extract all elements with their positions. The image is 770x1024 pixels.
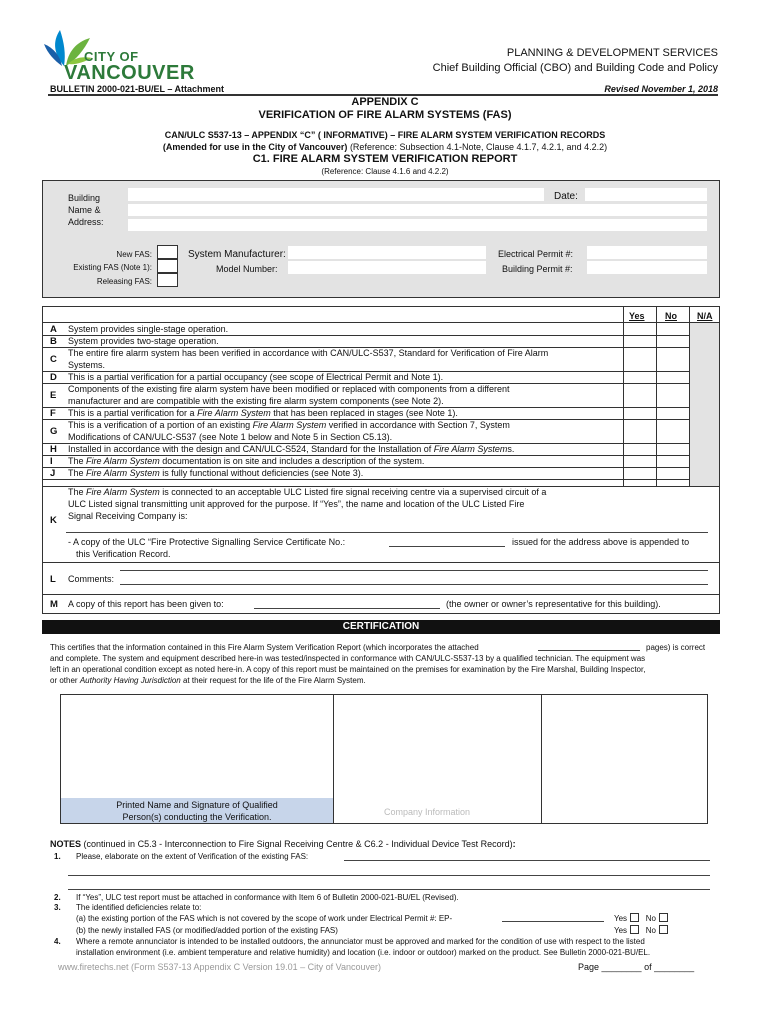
department: PLANNING & DEVELOPMENT SERVICES: [506, 47, 718, 59]
printed-name-label-1: Printed Name and Signature of Qualified: [116, 800, 278, 810]
row-f-letter: F: [50, 408, 56, 419]
row-m-letter: M: [50, 599, 58, 610]
note-1-field-3[interactable]: [68, 889, 710, 890]
note-1-text: Please, elaborate on the extent of Verification of the existing FAS:: [76, 852, 309, 861]
row-m-owner-text: (the owner or owner’s representative for this building).: [446, 599, 661, 609]
row-e-text: manufacturer and are compatible with the existing fire alarm system components (see Note 2).: [68, 396, 444, 406]
note-2-number: 2.: [54, 893, 61, 902]
row-g-text: Modifications of CAN/ULC-S537 (see Note 1 below and Note 5 in Section C5.13).: [68, 432, 393, 442]
can-ulc-line: CAN/ULC S537-13 – APPENDIX “C” ( INFORMATIVE) – FIRE ALARM SYSTEM VERIFICATION RECORDS: [164, 130, 606, 140]
row-k-line3: Signal Receiving Company is:: [68, 511, 188, 521]
row-k-copy-text: - A copy of the ULC “Fire Protective Signalling Service Certificate No.:: [68, 537, 346, 547]
row-e-text: Components of the existing fire alarm system have been modified or replaced with components from a different: [68, 384, 510, 394]
model-label: Model Number:: [216, 264, 278, 274]
receiving-company-field[interactable]: [66, 521, 708, 533]
row-g-letter: G: [50, 426, 58, 437]
verification-title: VERIFICATION OF FIRE ALARM SYSTEMS (FAS): [258, 109, 512, 121]
building-name-field[interactable]: [128, 188, 544, 201]
note-3-number: 3.: [54, 903, 61, 912]
address-label: Address:: [68, 217, 104, 227]
note-3b-yes-no: Yes No: [614, 925, 668, 935]
date-field[interactable]: [585, 188, 707, 201]
row-c-no-cell[interactable]: [657, 347, 689, 371]
col-no-header: No: [665, 311, 677, 321]
note-1-field-1[interactable]: [344, 860, 710, 861]
row-h-letter: H: [50, 444, 57, 455]
note-3b-text: (b) the newly installed FAS (or modified/added portion of the existing FAS): [76, 926, 338, 935]
row-a-no-cell[interactable]: [657, 323, 689, 335]
cert-paragraph-3: left in an operational condition except as noted here-in. A copy of this report must be maintained on the premises for examination by the Fire Marshal, Building Inspector,: [50, 665, 646, 674]
row-k-line1: The Fire Alarm System is connected to an acceptable ULC Listed fire signal receiving centre via a supervised circuit of a: [68, 487, 547, 497]
note-4-text-1: Where a remote annunciator is intended to be installed outdoors, the annunciator must be approved and marked for the condition of use with respect to the listed: [76, 937, 645, 946]
cert-paragraph-1: This certifies that the information contained in this Fire Alarm System Verification Report (which incorporates the attached: [50, 643, 479, 652]
note-3a-yes-no: Yes No: [614, 913, 668, 923]
row-e-letter: E: [50, 390, 57, 401]
company-information-placeholder: Company Information: [384, 807, 471, 817]
row-k-copy-text-2: this Verification Record.: [76, 549, 171, 559]
row-f-yes-cell[interactable]: [624, 407, 656, 419]
cert-paragraph-4: or other Authority Having Jurisdiction at their request for the life of the Fire Alarm System.: [50, 676, 366, 685]
footer-form-id: www.firetechs.net (Form S537-13 Appendix C Version 19.01 – City of Vancouver): [58, 962, 381, 972]
note-3a-no-checkbox[interactable]: [659, 913, 668, 922]
row-b-no-cell[interactable]: [657, 335, 689, 347]
building-address-field-2[interactable]: [128, 219, 707, 231]
notes-heading: NOTES (continued in C5.3 - Interconnection to Fire Signal Receiving Centre & C6.2 - Individual Device Test Record):: [50, 839, 516, 849]
row-k-letter: K: [50, 515, 57, 526]
note-3-text: The identified deficiencies relate to:: [76, 903, 202, 912]
row-h-no-cell[interactable]: [657, 443, 689, 455]
note-3a-text: (a) the existing portion of the FAS which is not covered by the scope of work under Electrical Permit #: EP-: [76, 914, 453, 923]
c1-reference: (Reference: Clause 4.1.6 and 4.2.2): [321, 167, 449, 176]
footer-page-number: Page ________ of ________: [578, 962, 695, 972]
row-k-issued-text: issued for the address above is appended to: [512, 537, 690, 547]
note-1-number: 1.: [54, 852, 61, 861]
row-h-yes-cell[interactable]: [624, 443, 656, 455]
row-e-yes-cell[interactable]: [624, 383, 656, 407]
revised-date: Revised November 1, 2018: [604, 84, 718, 94]
name-label: Name &: [68, 205, 101, 215]
note-3b-no-checkbox[interactable]: [659, 925, 668, 934]
attached-pages-field[interactable]: [538, 641, 640, 651]
na-column-shade: [689, 322, 719, 486]
row-j-text: The Fire Alarm System is fully functional without deficiencies (see Note 3).: [68, 468, 364, 478]
building-label: Building: [68, 193, 101, 203]
amended-line: (Amended for use in the City of Vancouver) (Reference: Subsection 4.1-Note, Clause 4.1.7, 4.2.1, and 4.2.2): [162, 142, 608, 152]
certification-header: CERTIFICATION: [42, 620, 720, 634]
bulletin-label: BULLETIN 2000-021-BU/EL – Attachment: [50, 84, 225, 94]
report-recipient-field[interactable]: [254, 598, 440, 609]
row-c-text: The entire fire alarm system has been verified in accordance with CAN/ULC-S537, Standard for Verification of Fire Alarm: [68, 348, 549, 358]
note-4-text-2: installation environment (i.e. ambient temperature and relative humidity) and location (i.e. indoor or outdoor) marked on the product. See Bulletin 2000-021-BU/EL.: [76, 948, 651, 957]
row-d-yes-cell[interactable]: [624, 371, 656, 383]
row-i-letter: I: [50, 456, 53, 467]
row-l-letter: L: [50, 574, 56, 585]
col-yes-header: Yes: [629, 311, 645, 321]
row-c-text: Systems.: [68, 360, 106, 370]
note-2-text: If “Yes”, ULC test report must be attached in conformance with Item 6 of Bulletin 2000-021-BU/EL (Revised).: [76, 893, 459, 902]
electrical-permit-label: Electrical Permit #:: [498, 249, 574, 259]
row-d-no-cell[interactable]: [657, 371, 689, 383]
row-j-letter: J: [50, 468, 56, 479]
row-b-letter: B: [50, 336, 57, 347]
comments-label: Comments:: [68, 574, 115, 584]
note-1-field-2[interactable]: [68, 875, 710, 876]
col-na-header: N/A: [697, 311, 713, 321]
releasing-fas-checkbox[interactable]: [157, 273, 178, 287]
row-g-no-cell[interactable]: [657, 419, 689, 443]
row-i-text: The Fire Alarm System documentation is on site and includes a description of the system.: [68, 456, 425, 466]
cert-paragraph-2: and complete. The system and equipment described here-in was tested/inspected in conformance with CAN/ULC-S537-13 by a qualified technician. The equipment was: [50, 654, 646, 663]
building-address-field-1[interactable]: [128, 204, 707, 216]
city-logo: [44, 28, 195, 84]
c1-title: C1. FIRE ALARM SYSTEM VERIFICATION REPORT: [252, 153, 518, 165]
row-f-text: This is a partial verification for a Fire Alarm System that has been replaced in stages (see Note 1).: [68, 408, 458, 418]
electrical-permit-field[interactable]: [587, 246, 707, 259]
cert-pages-text: pages) is correct: [646, 643, 706, 652]
row-h-text: Installed in accordance with the design and CAN/ULC-S524, Standard for the Installation of Fire Alarm Systems.: [68, 444, 515, 454]
logo-line1: CITY OF: [84, 49, 139, 64]
row-d-text: This is a partial verification for a partial occupancy (see scope of Electrical Permit and Note 1).: [68, 372, 444, 382]
building-permit-field[interactable]: [587, 261, 707, 274]
row-i-no-cell[interactable]: [657, 455, 689, 467]
row-c-letter: C: [50, 354, 57, 365]
row-g-text: This is a verification of a portion of an existing Fire Alarm System verified in accordance with Section 7, System: [68, 420, 510, 430]
manufacturer-label: System Manufacturer:: [188, 249, 286, 260]
ep-number-field[interactable]: [502, 921, 604, 922]
comments-field-2[interactable]: [120, 584, 708, 585]
note-3a-yes-checkbox[interactable]: [630, 913, 639, 922]
row-m-text: A copy of this report has been given to:: [68, 599, 224, 609]
model-field[interactable]: [288, 261, 486, 274]
row-d-letter: D: [50, 372, 57, 383]
sub-department: Chief Building Official (CBO) and Building Code and Policy: [432, 62, 718, 74]
building-permit-label: Building Permit #:: [502, 264, 573, 274]
row-a-text: System provides single-stage operation.: [68, 324, 229, 334]
note-4-number: 4.: [54, 937, 61, 946]
row-k-line2: ULC Listed signal transmitting unit approved for the purpose. If “Yes”, the name and location of the ULC Listed Fire: [68, 499, 525, 509]
row-j-yes-cell[interactable]: [624, 467, 656, 479]
new-fas-label: New FAS:: [116, 250, 152, 259]
existing-fas-label: Existing FAS (Note 1):: [73, 263, 152, 272]
row-g-yes-cell[interactable]: [624, 419, 656, 443]
comments-field-1[interactable]: [120, 570, 708, 571]
row-e-no-cell[interactable]: [657, 383, 689, 407]
date-label: Date:: [554, 191, 578, 202]
row-a-letter: A: [50, 324, 57, 335]
manufacturer-field[interactable]: [288, 246, 486, 259]
new-fas-checkbox[interactable]: [157, 245, 178, 259]
appendix-title: APPENDIX C: [351, 96, 419, 108]
printed-name-label-2: Person(s) conducting the Verification.: [122, 812, 272, 822]
row-j-no-cell[interactable]: [657, 467, 689, 479]
releasing-fas-label: Releasing FAS:: [96, 277, 152, 286]
existing-fas-checkbox[interactable]: [157, 259, 178, 273]
row-c-yes-cell[interactable]: [624, 347, 656, 371]
certificate-no-field[interactable]: [389, 535, 505, 547]
row-a-yes-cell[interactable]: [624, 323, 656, 335]
row-f-no-cell[interactable]: [657, 407, 689, 419]
note-3b-yes-checkbox[interactable]: [630, 925, 639, 934]
row-b-text: System provides two-stage operation.: [68, 336, 219, 346]
row-i-yes-cell[interactable]: [624, 455, 656, 467]
row-b-yes-cell[interactable]: [624, 335, 656, 347]
logo-line2: VANCOUVER: [64, 62, 195, 84]
